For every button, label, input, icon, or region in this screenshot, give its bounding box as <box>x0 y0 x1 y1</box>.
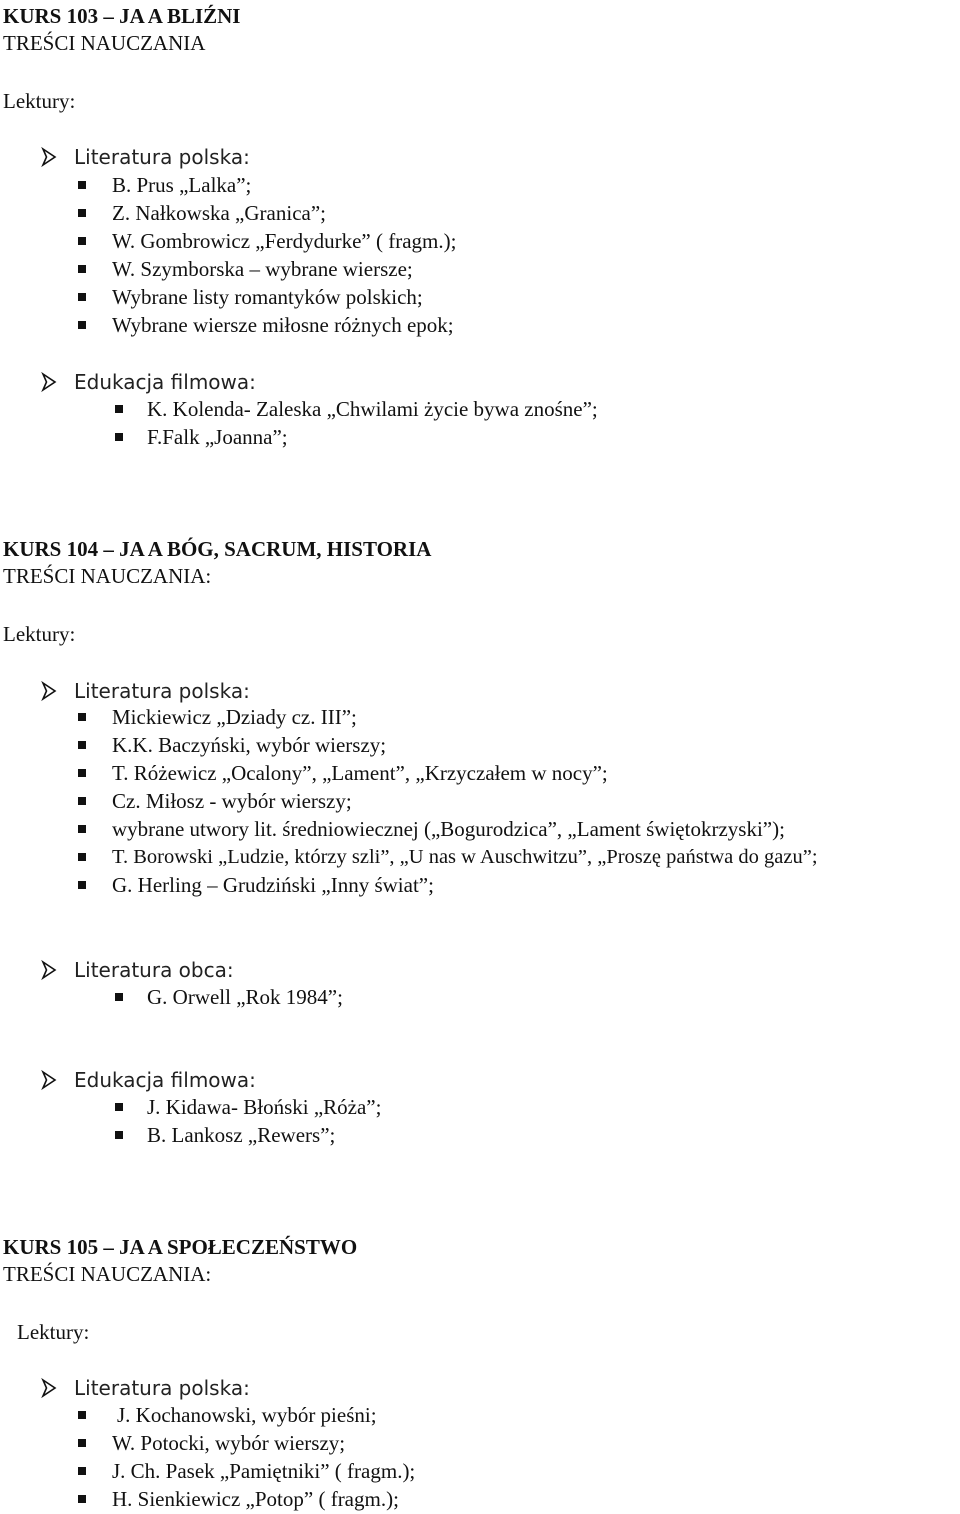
course-103-film-heading: Edukacja filmowa: <box>74 370 256 394</box>
course-105-title: KURS 105 – JA A SPOŁECZEŃSTWO <box>3 1235 358 1259</box>
course-104-lit-polska-heading: Literatura polska: <box>74 679 250 703</box>
square-bullet-icon <box>78 265 86 273</box>
square-bullet-icon <box>115 993 123 1001</box>
course-103-subtitle: TREŚCI NAUCZANIA <box>3 31 206 55</box>
arrow-bullet-icon <box>38 146 60 168</box>
square-bullet-icon <box>78 797 86 805</box>
square-bullet-icon <box>78 237 86 245</box>
square-bullet-icon <box>78 209 86 217</box>
list-item: T. Różewicz „Ocalony”, „Lament”, „Krzyczałem w nocy”; <box>112 761 608 785</box>
square-bullet-icon <box>115 405 123 413</box>
list-item: K.K. Baczyński, wybór wierszy; <box>112 733 387 757</box>
course-104-lektury-label: Lektury: <box>3 622 76 646</box>
list-item: T. Borowski „Ludzie, którzy szli”, „U nas w Auschwitzu”, „Proszę państwa do gazu”; <box>112 846 818 868</box>
list-item: Wybrane wiersze miłosne różnych epok; <box>112 313 454 337</box>
square-bullet-icon <box>115 1103 123 1111</box>
list-item: wybrane utwory lit. średniowiecznej („Bogurodzica”, „Lament świętokrzyski”); <box>112 817 785 841</box>
course-104-title: KURS 104 – JA A BÓG, SACRUM, HISTORIA <box>3 537 432 561</box>
square-bullet-icon <box>78 769 86 777</box>
list-item: J. Kochanowski, wybór pieśni; <box>117 1403 377 1427</box>
list-item: G. Orwell „Rok 1984”; <box>147 985 343 1009</box>
square-bullet-icon <box>78 181 86 189</box>
square-bullet-icon <box>78 741 86 749</box>
square-bullet-icon <box>78 1411 86 1419</box>
list-item: Wybrane listy romantyków polskich; <box>112 285 423 309</box>
square-bullet-icon <box>78 321 86 329</box>
square-bullet-icon <box>78 293 86 301</box>
list-item: K. Kolenda- Zaleska „Chwilami życie bywa znośne”; <box>147 397 598 421</box>
square-bullet-icon <box>78 853 86 861</box>
course-104-film-heading: Edukacja filmowa: <box>74 1068 256 1092</box>
course-105-subtitle: TREŚCI NAUCZANIA: <box>3 1262 212 1286</box>
course-103-lit-polska-heading: Literatura polska: <box>74 145 250 169</box>
list-item: F.Falk „Joanna”; <box>147 425 288 449</box>
list-item: B. Lankosz „Rewers”; <box>147 1123 336 1147</box>
list-item: B. Prus „Lalka”; <box>112 173 252 197</box>
list-item: H. Sienkiewicz „Potop” ( fragm.); <box>112 1487 399 1511</box>
course-104-lit-obca-heading: Literatura obca: <box>74 958 234 982</box>
course-105-lit-polska-heading: Literatura polska: <box>74 1376 250 1400</box>
square-bullet-icon <box>78 1495 86 1503</box>
arrow-bullet-icon <box>38 680 60 702</box>
square-bullet-icon <box>78 1467 86 1475</box>
square-bullet-icon <box>78 825 86 833</box>
square-bullet-icon <box>115 433 123 441</box>
arrow-bullet-icon <box>38 1069 60 1091</box>
course-104-subtitle: TREŚCI NAUCZANIA: <box>3 564 212 588</box>
list-item: Mickiewicz „Dziady cz. III”; <box>112 705 357 729</box>
course-103-title: KURS 103 – JA A BLIŹNI <box>3 4 241 28</box>
list-item: J. Ch. Pasek „Pamiętniki” ( fragm.); <box>112 1459 416 1483</box>
square-bullet-icon <box>78 1439 86 1447</box>
list-item: W. Gombrowicz „Ferdydurke” ( fragm.); <box>112 229 457 253</box>
arrow-bullet-icon <box>38 1377 60 1399</box>
list-item: J. Kidawa- Błoński „Róża”; <box>147 1095 382 1119</box>
list-item: Cz. Miłosz - wybór wierszy; <box>112 789 352 813</box>
list-item: W. Potocki, wybór wierszy; <box>112 1431 346 1455</box>
square-bullet-icon <box>115 1131 123 1139</box>
square-bullet-icon <box>78 881 86 889</box>
square-bullet-icon <box>78 713 86 721</box>
arrow-bullet-icon <box>38 371 60 393</box>
arrow-bullet-icon <box>38 959 60 981</box>
list-item: Z. Nałkowska „Granica”; <box>112 201 326 225</box>
list-item: G. Herling – Grudziński „Inny świat”; <box>112 873 434 897</box>
course-103-lektury-label: Lektury: <box>3 89 76 113</box>
course-105-lektury-label: Lektury: <box>17 1320 90 1344</box>
list-item: W. Szymborska – wybrane wiersze; <box>112 257 413 281</box>
